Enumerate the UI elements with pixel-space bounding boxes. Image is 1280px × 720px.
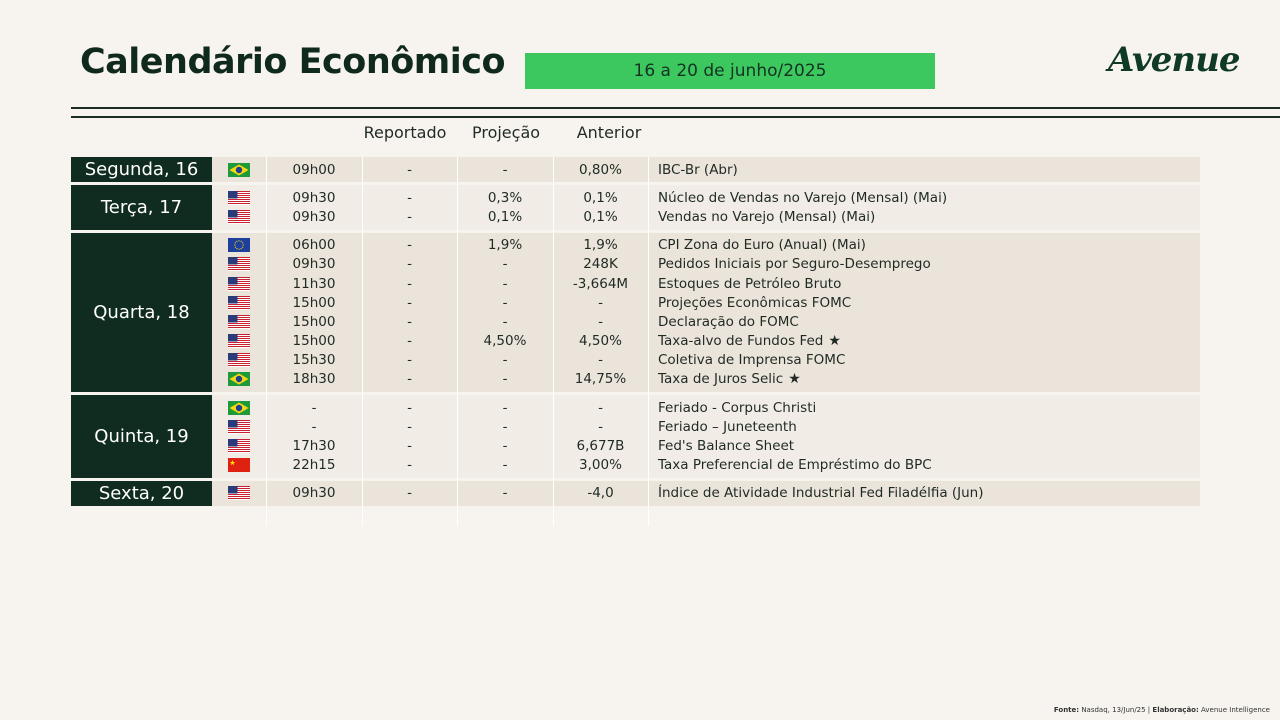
event-row [212,293,1200,312]
event-projection: - [502,352,508,369]
event-time: 09h30 [292,208,336,225]
event-row [212,436,1200,455]
us-flag-icon [212,334,266,348]
us-flag-icon [212,257,266,271]
event-description: Declaração do FOMC [658,313,799,330]
event-time: 15h00 [292,294,336,311]
star-icon: ★ [788,371,801,388]
star-icon: ★ [828,333,841,350]
event-time: - [311,399,317,416]
day-group [71,157,1200,182]
column-divider [362,157,363,526]
event-reported: - [407,352,412,369]
column-divider [457,157,458,526]
event-reported: - [407,237,412,254]
event-projection: - [502,275,508,292]
event-reported: - [407,256,412,273]
event-reported: - [407,399,412,416]
event-time: 09h30 [292,256,336,273]
event-time: 11h30 [292,275,336,292]
event-description-cell [648,417,1200,436]
event-row [212,207,1200,226]
event-row [212,332,1200,351]
event-projection: - [502,294,508,311]
cn-flag-icon [212,458,266,472]
event-description-cell [648,398,1200,417]
event-row [212,456,1200,475]
event-row [212,236,1200,255]
event-previous: 248K [583,256,618,273]
event-time: 15h30 [292,352,336,369]
column-divider [266,157,267,526]
source-text: Nasdaq, 13/Jun/25 | [1081,706,1151,714]
event-row [212,274,1200,293]
column-header-previous: Anterior [576,123,642,142]
event-row [212,370,1200,389]
day-label: Segunda, 16 [71,157,212,182]
day-group [71,185,1200,229]
date-range-badge: 16 a 20 de junho/2025 [525,53,935,89]
source-footnote [1054,706,1270,714]
event-description-cell [648,456,1200,475]
us-flag-icon [212,420,266,434]
event-description: Feriado – Juneteenth [658,418,797,435]
br-flag-icon [212,372,266,386]
event-projection: - [502,313,508,330]
event-reported: - [407,485,412,502]
event-time: - [311,418,317,435]
page-title: Calendário Econômico [80,42,506,82]
event-projection: 0,1% [487,208,523,225]
event-projection: 4,50% [483,333,527,350]
event-description-cell [648,293,1200,312]
event-projection: - [502,485,508,502]
event-description: Estoques de Petróleo Bruto [658,275,842,292]
br-flag-icon [212,401,266,415]
event-previous: 0,1% [583,208,618,225]
event-reported: - [407,275,412,292]
event-description-cell [648,312,1200,331]
event-row [212,188,1200,207]
event-time: 18h30 [292,371,336,388]
event-projection: - [502,399,508,416]
event-description: Projeções Econômicas FOMC [658,294,852,311]
event-time: 09h00 [292,161,336,178]
economic-calendar-table [71,157,1200,509]
event-projection: - [502,457,508,474]
event-reported: - [407,189,412,206]
event-description-cell [648,207,1200,226]
event-time: 15h00 [292,313,336,330]
event-projection: - [502,418,508,435]
event-previous: - [598,352,603,369]
event-description-cell [648,370,1200,389]
event-reported: - [407,457,412,474]
event-projection: 0,3% [487,189,523,206]
event-projection: 1,9% [487,237,523,254]
event-row [212,417,1200,436]
event-previous: -4,0 [587,485,614,502]
event-reported: - [407,294,412,311]
event-projection: - [502,161,508,178]
event-previous: 14,75% [574,371,627,388]
br-flag-icon [212,163,266,177]
header-divider [71,116,1280,118]
event-time: 17h30 [292,438,336,455]
us-flag-icon [212,439,266,453]
event-row [212,160,1200,179]
column-header-projection: Projeção [471,123,541,142]
us-flag-icon [212,315,266,329]
day-group [71,233,1200,393]
event-row [212,398,1200,417]
us-flag-icon [212,210,266,224]
event-reported: - [407,371,412,388]
event-reported: - [407,161,412,178]
event-description: Coletiva de Imprensa FOMC [658,352,846,369]
event-description-cell [648,274,1200,293]
event-previous: - [598,294,603,311]
source-label: Fonte: [1053,706,1080,714]
event-projection: - [502,371,508,388]
event-description: Fed's Balance Sheet [658,438,795,455]
event-previous: - [598,399,603,416]
event-description: Pedidos Iniciais por Seguro-Desemprego [658,256,931,273]
event-previous: 0,1% [583,189,618,206]
event-row [212,351,1200,370]
day-label: Quinta, 19 [71,395,212,478]
column-header-reported: Reportado [363,123,447,142]
event-previous: 0,80% [579,161,622,178]
prepared-label: Elaboração: [1152,706,1199,714]
event-previous: - [598,313,603,330]
event-reported: - [407,438,412,455]
event-time: 06h00 [292,237,336,254]
event-reported: - [407,313,412,330]
event-description: Taxa de Juros Selic [658,371,784,388]
event-description: Núcleo de Vendas no Varejo (Mensal) (Mai) [658,189,948,206]
day-label: Quarta, 18 [71,233,212,393]
event-projection: - [502,256,508,273]
avenue-logo: Avenue [1108,40,1240,80]
us-flag-icon [212,277,266,291]
event-reported: - [407,333,412,350]
event-description: Taxa Preferencial de Empréstimo do BPC [658,457,932,474]
event-previous: -3,664M [572,275,629,292]
event-description: CPI Zona do Euro (Anual) (Mai) [658,237,866,254]
event-previous: 1,9% [583,237,618,254]
event-description-cell [648,484,1200,503]
day-label: Terça, 17 [71,185,212,229]
us-flag-icon [212,191,266,205]
event-description: IBC-Br (Abr) [658,161,738,178]
event-projection: - [502,438,508,455]
event-description: Vendas no Varejo (Mensal) (Mai) [658,208,876,225]
day-group [71,481,1200,506]
event-description-cell [648,188,1200,207]
us-flag-icon [212,486,266,500]
us-flag-icon [212,353,266,367]
event-description-cell [648,351,1200,370]
event-reported: - [407,418,412,435]
event-time: 09h30 [292,485,336,502]
event-reported: - [407,208,412,225]
day-group [71,395,1200,478]
event-time: 15h00 [292,333,336,350]
column-divider [553,157,554,526]
event-row [212,255,1200,274]
event-description: Taxa-alvo de Fundos Fed [658,333,824,350]
prepared-text: Avenue Intelligence [1201,706,1270,714]
event-description: Feriado - Corpus Christi [658,399,817,416]
event-row [212,312,1200,331]
header-divider [71,107,1280,109]
us-flag-icon [212,296,266,310]
event-description-cell [648,436,1200,455]
event-description: Índice de Atividade Industrial Fed Filadélfia (Jun) [658,485,984,502]
event-previous: 6,677B [576,438,625,455]
event-description-cell [648,236,1200,255]
day-label: Sexta, 20 [71,481,212,506]
event-time: 22h15 [292,457,336,474]
event-previous: 4,50% [579,333,622,350]
event-row [212,484,1200,503]
event-previous: - [598,418,603,435]
event-description-cell [648,255,1200,274]
eu-flag-icon [212,238,266,252]
event-description-cell [648,160,1200,179]
event-previous: 3,00% [579,457,622,474]
event-time: 09h30 [292,189,336,206]
column-divider [648,157,649,526]
event-description-cell [648,332,1200,351]
